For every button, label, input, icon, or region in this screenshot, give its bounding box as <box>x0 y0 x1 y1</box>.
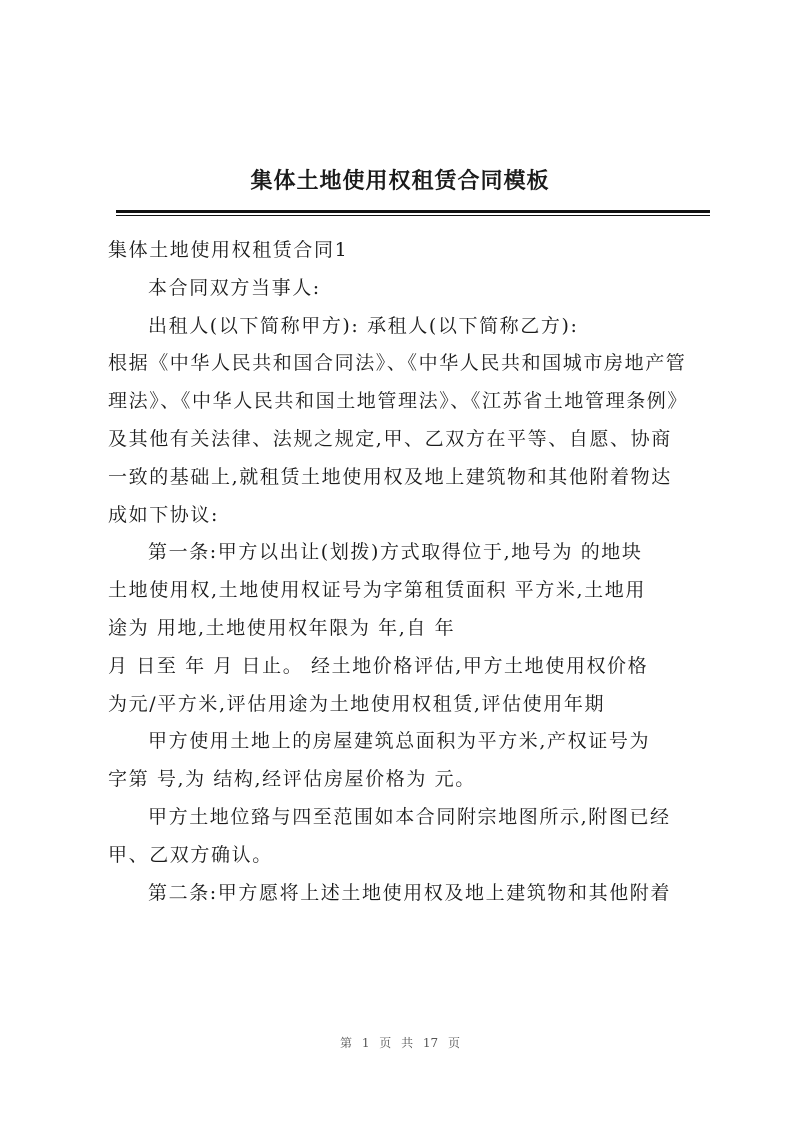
title-divider-thin <box>116 215 710 216</box>
section-heading: 集体土地使用权租赁合同1 <box>108 239 349 261</box>
body-line: 甲、乙双方确认。 <box>108 843 273 866</box>
document-body <box>108 232 718 912</box>
body-line: 土地使用权,土地使用权证号为字第租赁面积 平方米,土地用 <box>108 579 646 602</box>
body-line: 月 日至 年 月 日止。 经土地价格评估,甲方土地使用权价格 <box>108 654 649 677</box>
body-line: 字第 号,为 结构,经评估房屋价格为 元。 <box>108 768 476 791</box>
body-line: 出租人(以下简称甲方): 承租人(以下简称乙方): <box>148 314 579 337</box>
body-line: 理法》、《中华人民共和国土地管理法》、《江苏省土地管理条例》 <box>108 390 689 413</box>
document-title: 集体土地使用权租赁合同模板 <box>250 169 550 194</box>
body-line: 第二条:甲方愿将上述土地使用权及地上建筑物和其他附着 <box>148 881 672 904</box>
body-line: 本合同双方当事人: <box>148 276 321 299</box>
body-line: 一致的基础上,就租赁土地使用权及地上建筑物和其他附着物达 <box>108 465 672 488</box>
body-line: 第一条:甲方以出让(划拨)方式取得位于,地号为 的地块 <box>148 541 643 564</box>
body-line: 为元/平方米,评估用途为土地使用权租赁,评估使用年期 <box>108 692 606 715</box>
body-line: 途为 用地,土地使用权年限为 年,自 年 <box>108 616 456 639</box>
body-line: 甲方土地位臵与四至范围如本合同附宗地图所示,附图已经 <box>148 805 671 828</box>
body-line: 甲方使用土地上的房屋建筑总面积为平方米,产权证号为 <box>148 730 651 753</box>
body-line: 及其他有关法律、法规之规定,甲、乙双方在平等、自愿、协商 <box>108 427 672 450</box>
body-line: 根据《中华人民共和国合同法》、《中华人民共和国城市房地产管 <box>108 352 687 375</box>
body-line: 成如下协议: <box>108 503 220 526</box>
page-number-footer: 第 1 页 共 17 页 <box>340 1036 460 1050</box>
title-divider-thick <box>116 210 710 213</box>
